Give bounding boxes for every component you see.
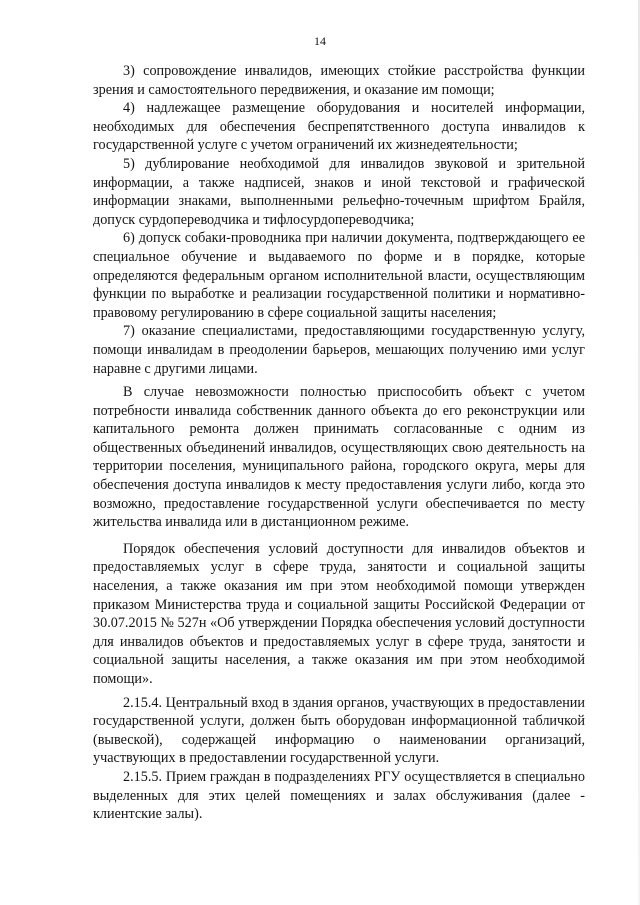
paragraph-2-15-4: 2.15.4. Центральный вход в здания органов, участвующих в предоставлении государственной услуги, должен быть оборудован информационной табличкой (вывеской), содержащей информацию о наименовании организаций, участвующих в предоставлении государственной услуги. — [93, 694, 585, 767]
paragraph-item-3: 3) сопровождение инвалидов, имеющих стойкие расстройства функции зрения и самостоятельного передвижения, и оказание им помощи; — [93, 63, 585, 98]
paragraph-item-5: 5) дублирование необходимой для инвалидов звуковой и зрительной информации, а также надписей, знаков и иной текстовой и графической информации знаками, выполненными рельефно-точечным шрифтом Брайля, допуск сурдопереводчика и тифлосурдопереводчика; — [93, 155, 585, 228]
paragraph-order-reference: Порядок обеспечения условий доступности для инвалидов объектов и предоставляемых услуг в сфере труда, занятости и социальной защиты населения, а также оказания им при этом необходимой помощи утвержден приказом Министерства труда и социальной защиты Российской Федерации от 30.07.2015 № 527н «Об утверждении Порядка обеспечения условий доступности для инвалидов объектов и предоставляемых услуг в сфере труда, занятости и социальной защиты населения, а также оказания им при этом необходимой помощи». — [93, 540, 585, 687]
paragraph-item-4: 4) надлежащее размещение оборудования и носителей информации, необходимых для обеспечения беспрепятственного доступа инвалидов к государственной услуге с учетом ограничений их жизнедеятельности; — [93, 100, 585, 154]
paragraph-item-6: 6) допуск собаки-проводника при наличии документа, подтверждающего ее специальное обучение и выдаваемого по форме и в порядке, которые определяются федеральным органом исполнительной власти, осуществляющим функции по выработке и реализации государственной политики и нормативно-правовому регулированию в сфере социальной защиты населения; — [93, 230, 585, 321]
paragraph-item-7: 7) оказание специалистами, предоставляющими государственную услугу, помощи инвалидам в преодолении барьеров, мешающих получению ими услуг наравне с другими лицами. — [93, 323, 585, 377]
page-number: 14 — [314, 34, 326, 48]
document-body — [93, 62, 585, 824]
paragraph-2-15-5: 2.15.5. Прием граждан в подразделениях РГУ осуществляется в специально выделенных для этих целей помещениях и залах обслуживания (далее - клиентские залы). — [93, 768, 585, 823]
paragraph-accessibility-fallback: В случае невозможности полностью приспособить объект с учетом потребности инвалида собственник данного объекта до его реконструкции или капитального ремонта должен принимать согласованные с одним из общественных объединений инвалидов, осуществляющих свою деятельность на территории поселения, муниципального района, городского округа, меры для обеспечения доступа инвалидов к месту предоставления услуги либо, когда это возможно, предоставление государственной услуги обеспечивается по месту жительства инвалида или в дистанционном режиме. — [93, 384, 585, 531]
